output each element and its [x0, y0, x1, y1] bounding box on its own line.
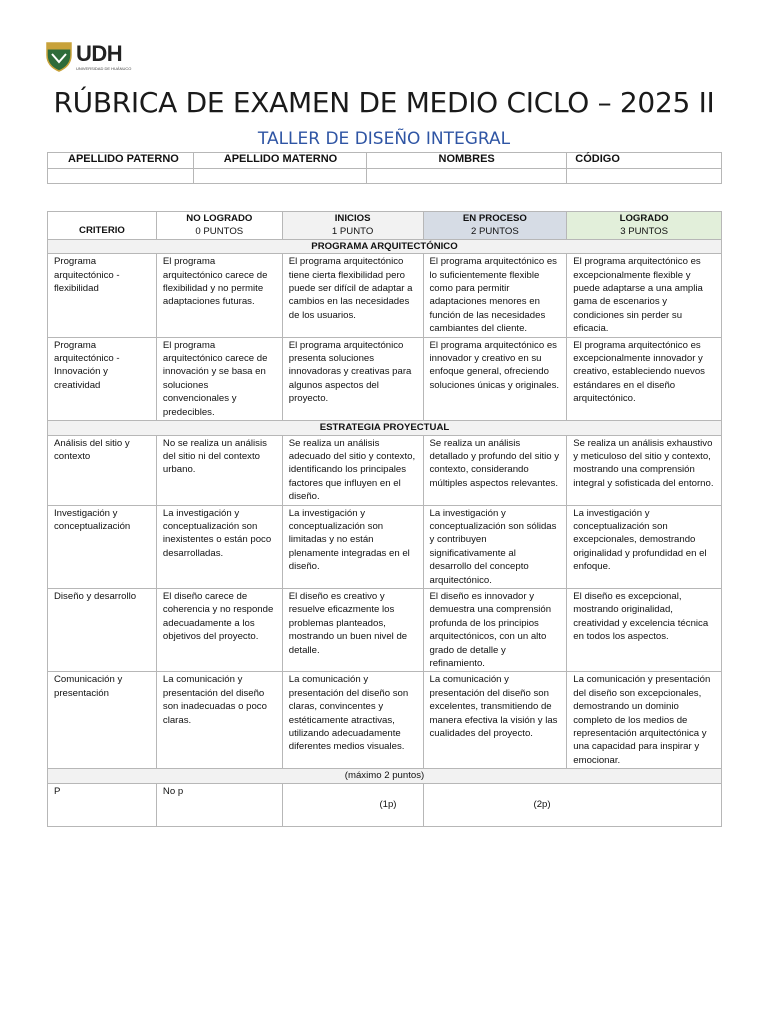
page-subtitle: TALLER DE DISEÑO INTEGRAL [257, 129, 511, 149]
section-header-row [48, 239, 722, 253]
descriptor-cell: El programa arquitectónico carece de flexibilidad y no permite adaptaciones futuras. [156, 254, 282, 337]
apellido-materno-field[interactable] [193, 169, 366, 184]
descriptor-cell: El programa arquitectónico carece de innovación y se basa en soluciones convencionales y predecibles. [156, 337, 282, 420]
descriptor-cell: La investigación y conceptualización son limitadas y no están plenamente integradas en el diseño. [282, 505, 423, 588]
level-points: 2 PUNTOS [470, 226, 519, 238]
level-header-logrado [567, 212, 722, 240]
rubric-row [48, 254, 722, 337]
codigo-field[interactable] [567, 169, 722, 184]
student-info-table [47, 152, 722, 184]
criterion-cell: Programa arquitectónico - Innovación y creatividad [48, 337, 157, 420]
descriptor-cell: No se realiza un análisis del sitio ni del contexto urbano. [156, 435, 282, 505]
descriptor-cell: El diseño es excepcional, mostrando originalidad, creatividad y excelencia técnica en todos los aspectos. [567, 588, 722, 671]
rubric-header-row [48, 212, 722, 240]
descriptor-cell: La comunicación y presentación del diseño son excelentes, transmitiendo de manera efectiva la visión y las cualidades del proyecto. [423, 672, 567, 769]
points-label: (1p) [379, 798, 397, 810]
rubric-row [48, 435, 722, 505]
descriptor-cell: La comunicación y presentación del diseño son claras, convincentes y estéticamente atractivas, utilizando adecuadamente diferentes medios visuales. [282, 672, 423, 769]
logo-wordmark: UDH [76, 41, 123, 66]
section-estrategia-proyectual: ESTRATEGIA PROYECTUAL [48, 421, 722, 435]
rubric-row [48, 505, 722, 588]
student-info-header-row [48, 153, 722, 169]
student-info-input-row [48, 169, 722, 184]
max-points-note: (máximo 2 puntos) [48, 769, 722, 783]
level-points: 0 PUNTOS [195, 226, 244, 238]
column-header-nombres: NOMBRES [366, 153, 567, 169]
column-header-apellido-materno: APELLIDO MATERNO [193, 153, 366, 169]
criterion-cell: P [48, 783, 157, 826]
criterion-cell: Programa arquitectónico - flexibilidad [48, 254, 157, 337]
section-header-row [48, 421, 722, 435]
descriptor-cell: El programa arquitectónico es innovador y creativo en su enfoque general, ofreciendo soluciones únicas y originales. [423, 337, 567, 420]
descriptor-cell: Se realiza un análisis exhaustivo y meticuloso del sitio y contexto, mostrando una comprensión integral y sofisticada del entorno. [567, 435, 722, 505]
apellido-paterno-field[interactable] [48, 169, 194, 184]
rubric-row-partial [48, 783, 722, 826]
descriptor-cell: La comunicación y presentación del diseño son excepcionales, demostrando un dominio completo de los medios de representación arquitectónica y una capacidad para inspirar y emocionar. [567, 672, 722, 769]
shield-logo-icon [46, 42, 72, 72]
level-name: EN PROCESO [462, 213, 527, 224]
rubric-row [48, 337, 722, 420]
criterion-cell: Comunicación y presentación [48, 672, 157, 769]
points-cell [282, 783, 423, 826]
criterion-cell: Análisis del sitio y contexto [48, 435, 157, 505]
criterion-cell: Investigación y conceptualización [48, 505, 157, 588]
descriptor-cell: El programa arquitectónico tiene cierta flexibilidad pero puede ser difícil de adaptar a cambios en las necesidades de los usuarios. [282, 254, 423, 337]
level-name: INICIOS [334, 213, 371, 224]
university-logo [46, 42, 131, 72]
level-points: 1 PUNTO [331, 226, 374, 238]
level-header-no-logrado [156, 212, 282, 240]
descriptor-cell: La investigación y conceptualización son excepcionales, demostrando originalidad y profundidad en el enfoque. [567, 505, 722, 588]
descriptor-cell: Se realiza un análisis detallado y profundo del sitio y contexto, considerando múltiples aspectos relevantes. [423, 435, 567, 505]
nombres-field[interactable] [366, 169, 567, 184]
descriptor-cell: La investigación y conceptualización son sólidas y contribuyen significativamente al desarrollo del concepto arquitectónico. [423, 505, 567, 588]
descriptor-cell: La investigación y conceptualización son inexistentes o están poco desarrolladas. [156, 505, 282, 588]
points-label: (2p) [533, 798, 551, 810]
section-programa-arquitectonico: PROGRAMA ARQUITECTÓNICO [48, 239, 722, 253]
column-header-codigo: CÓDIGO [567, 153, 722, 169]
column-header-apellido-paterno: APELLIDO PATERNO [48, 153, 194, 169]
descriptor-cell: El programa arquitectónico es excepcionalmente flexible y puede adaptarse a una amplia gama de escenarios y condiciones sin perder su eficacia. [567, 254, 722, 337]
page-title: RÚBRICA DE EXAMEN DE MEDIO CICLO – 2025 II [53, 86, 715, 119]
level-header-inicios [282, 212, 423, 240]
rubric-row [48, 672, 722, 769]
descriptor-cell: El diseño carece de coherencia y no responde adecuadamente a los objetivos del proyecto. [156, 588, 282, 671]
level-name: NO LOGRADO [186, 213, 253, 224]
level-name: LOGRADO [619, 213, 669, 224]
descriptor-cell: El programa arquitectónico es lo suficientemente flexible como para permitir adaptaciones menores en función de las necesidades cambiantes del cliente. [423, 254, 567, 337]
level-points: 3 PUNTOS [620, 226, 669, 238]
descriptor-cell: La comunicación y presentación del diseño son inadecuadas o poco claras. [156, 672, 282, 769]
note-row [48, 769, 722, 783]
descriptor-cell: El programa arquitectónico es excepcionalmente innovador y creativo, estableciendo nuevos estándares en el diseño arquitectónico. [567, 337, 722, 420]
logo-subtext: UNIVERSIDAD DE HUÁNUCO [76, 66, 132, 71]
descriptor-cell: El programa arquitectónico presenta soluciones innovadoras y creativas para algunos aspectos del proyecto. [282, 337, 423, 420]
criterion-cell: Diseño y desarrollo [48, 588, 157, 671]
points-cell [423, 783, 722, 826]
rubric-table [47, 211, 722, 827]
criterion-header: CRITERIO [48, 212, 157, 240]
rubric-row [48, 588, 722, 671]
descriptor-cell: Se realiza un análisis adecuado del sitio y contexto, identificando los principales factores que influyen en el diseño. [282, 435, 423, 505]
descriptor-cell: El diseño es innovador y demuestra una comprensión profunda de los principios arquitectónicos, con un alto grado de detalle y refinamiento. [423, 588, 567, 671]
descriptor-cell: No p [156, 783, 282, 826]
level-header-en-proceso [423, 212, 567, 240]
descriptor-cell: El diseño es creativo y resuelve eficazmente los problemas planteados, mostrando un buen nivel de detalle. [282, 588, 423, 671]
